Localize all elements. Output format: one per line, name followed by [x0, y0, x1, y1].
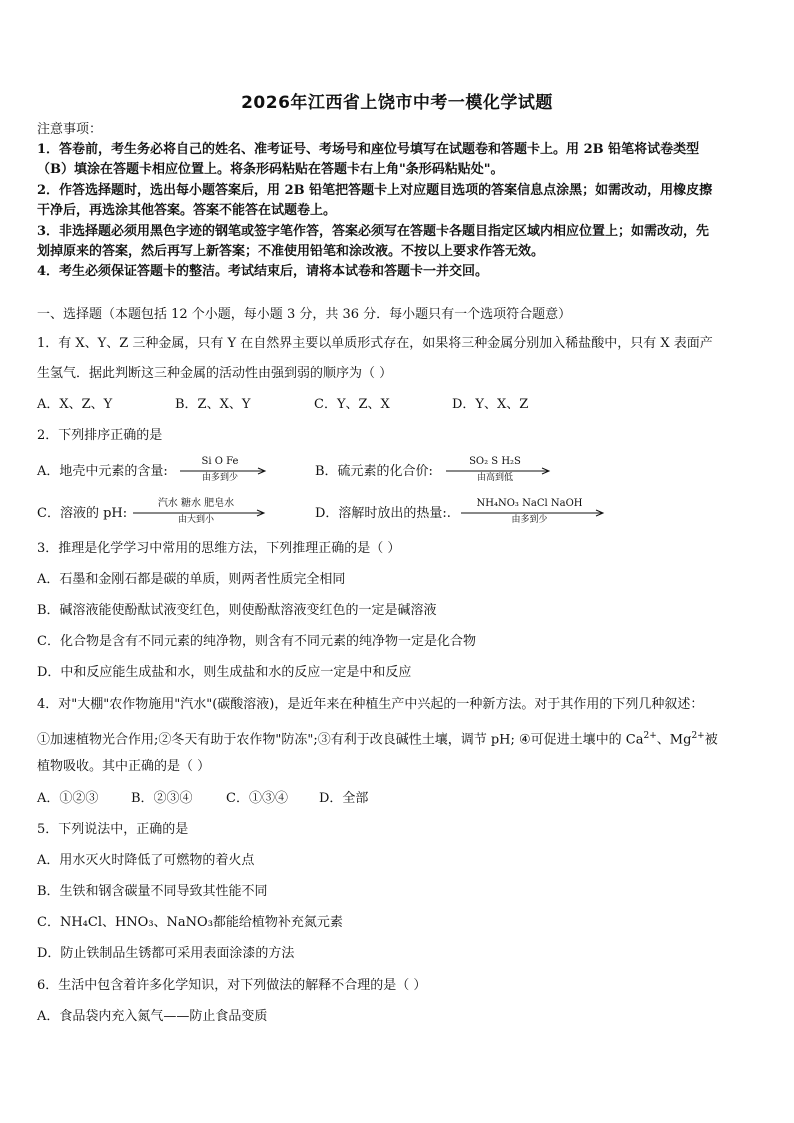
- q1-option-b: B．Z、X、Y: [175, 397, 251, 412]
- q3-stem: 3．推理是化学学习中常用的思维方法，下列推理正确的是（ ）: [37, 541, 401, 556]
- q2-option-c-arrow: [133, 498, 269, 528]
- arrow-bottom-text: 由大到小: [177, 515, 214, 525]
- q4-option-b: B．②③④: [131, 791, 193, 806]
- q6-option-a: A．食品袋内充入氮气——防止食品变质: [37, 1009, 268, 1024]
- note-line: 划掉原来的答案，然后再写上新答案；不准使用铅笔和涂改液。不按以上要求作答无效。: [37, 244, 545, 259]
- arrow-bottom-text: 由多到少: [201, 473, 238, 483]
- note-line: 干净后，再选涂其他答案。答案不能答在试题卷上。: [37, 203, 337, 218]
- arrow-top-text: Si O Fe: [201, 456, 239, 467]
- arrow-top-text: SO₂ S H₂S: [469, 456, 521, 467]
- q2-option-c-label: C．溶液的 pH:: [37, 506, 128, 521]
- q1-option-a: A．X、Z、Y: [37, 397, 113, 412]
- q4-option-c: C．①③④: [226, 791, 288, 806]
- q2-option-b-label: B．硫元素的化合价:: [315, 464, 433, 479]
- q4-option-a: A．①②③: [37, 791, 99, 806]
- q4-stem-text: 被: [704, 732, 718, 748]
- q5-stem: 5．下列说法中，正确的是: [37, 822, 189, 837]
- q4-stem-line3: 植物吸收。其中正确的是（ ）: [37, 759, 211, 774]
- notes-heading: 注意事项：: [37, 122, 103, 137]
- page-title: 2026年江西省上饶市中考一模化学试题: [241, 93, 553, 113]
- note-line: 3．非选择题必须用黑色字迹的钢笔或签字笔作答，答案必须写在答题卡各题目指定区域内相应位置上；如需改动，先: [37, 224, 710, 239]
- note-line: （B）填涂在答题卡相应位置上。将条形码粘贴在答题卡右上角"条形码粘贴处"。: [37, 162, 504, 177]
- note-line: 4．考生必须保证答题卡的整洁。考试结束后，请将本试卷和答题卡一并交回。: [37, 264, 489, 279]
- q4-stem-text: 、Mg: [656, 732, 692, 748]
- q4-stem-text: ①加速植物光合作用;②冬天有助于农作物"防冻";③有利于改良碱性土壤，调节 pH; ④可促进土壤中的 Ca: [37, 732, 644, 748]
- q2-option-b-arrow: [446, 456, 554, 486]
- arrow-bottom-text: 由多到少: [511, 515, 548, 525]
- q2-option-a-arrow: [180, 456, 270, 486]
- q5-option-c: C．NH₄Cl、HNO₃、NaNO₃都能给植物补充氮元素: [37, 915, 343, 930]
- q3-option-d: D．中和反应能生成盐和水，则生成盐和水的反应一定是中和反应: [37, 665, 412, 680]
- q4-stem-line1: 4．对"大棚"农作物施用"汽水"(碳酸溶液)，是近年来在种植生产中兴起的一种新方法。对于其作用的下列几种叙述：: [37, 697, 704, 712]
- q5-option-d: D．防止铁制品生锈都可采用表面涂漆的方法: [37, 946, 295, 961]
- note-line: 2．作答选择题时，选出每小题答案后，用 2B 铅笔把答题卡上对应题目选项的答案信息点涂黑；如需改动，用橡皮擦: [37, 183, 713, 198]
- q6-stem: 6．生活中包含着许多化学知识，对下列做法的解释不合理的是（ ）: [37, 978, 427, 993]
- q1-option-d: D．Y、X、Z: [452, 397, 529, 412]
- q4-option-d: D．全部: [319, 791, 369, 806]
- q5-option-a: A．用水灭火时降低了可燃物的着火点: [37, 853, 255, 868]
- q2-stem: 2．下列排序正确的是: [37, 428, 163, 443]
- q5-option-b: B．生铁和钢含碳量不同导致其性能不同: [37, 884, 268, 899]
- arrow-bottom-text: 由高到低: [476, 473, 513, 483]
- q2-option-a-label: A．地壳中元素的含量:: [37, 464, 168, 479]
- note-line: 1．答卷前，考生务必将自己的姓名、准考证号、考场号和座位号填写在试题卷和答题卡上。用 2B 铅笔将试卷类型: [37, 142, 700, 157]
- q2-option-d-label: D．溶解时放出的热量:.: [315, 506, 451, 521]
- q3-option-a: A．石墨和金刚石都是碳的单质，则两者性质完全相同: [37, 572, 346, 587]
- q3-option-b: B．碱溶液能使酚酞试液变红色，则使酚酞溶液变红色的一定是碱溶液: [37, 603, 437, 618]
- arrow-top-text: NH₄NO₃ NaCl NaOH: [476, 498, 583, 509]
- charge-sup: 2+: [643, 731, 657, 741]
- q1-stem-line2: 生氢气．据此判断这三种金属的活动性由强到弱的顺序为（ ）: [37, 366, 393, 381]
- q4-stem-line2: [37, 728, 764, 748]
- q1-option-c: C．Y、Z、X: [314, 397, 390, 412]
- section-heading: 一、选择题（本题包括 12 个小题，每小题 3 分，共 36 分．每小题只有一个选项符合题意）: [37, 307, 572, 322]
- charge-sup: 2+: [691, 731, 705, 741]
- q3-option-c: C．化合物是含有不同元素的纯净物，则含有不同元素的纯净物一定是化合物: [37, 634, 476, 649]
- arrow-top-text: 汽水 糖水 肥皂水: [157, 498, 235, 509]
- q2-option-d-arrow: [461, 498, 608, 528]
- q1-stem-line1: 1．有 X、Y、Z 三种金属，只有 Y 在自然界主要以单质形式存在，如果将三种金属分别加入稀盐酸中，只有 X 表面产: [37, 336, 713, 351]
